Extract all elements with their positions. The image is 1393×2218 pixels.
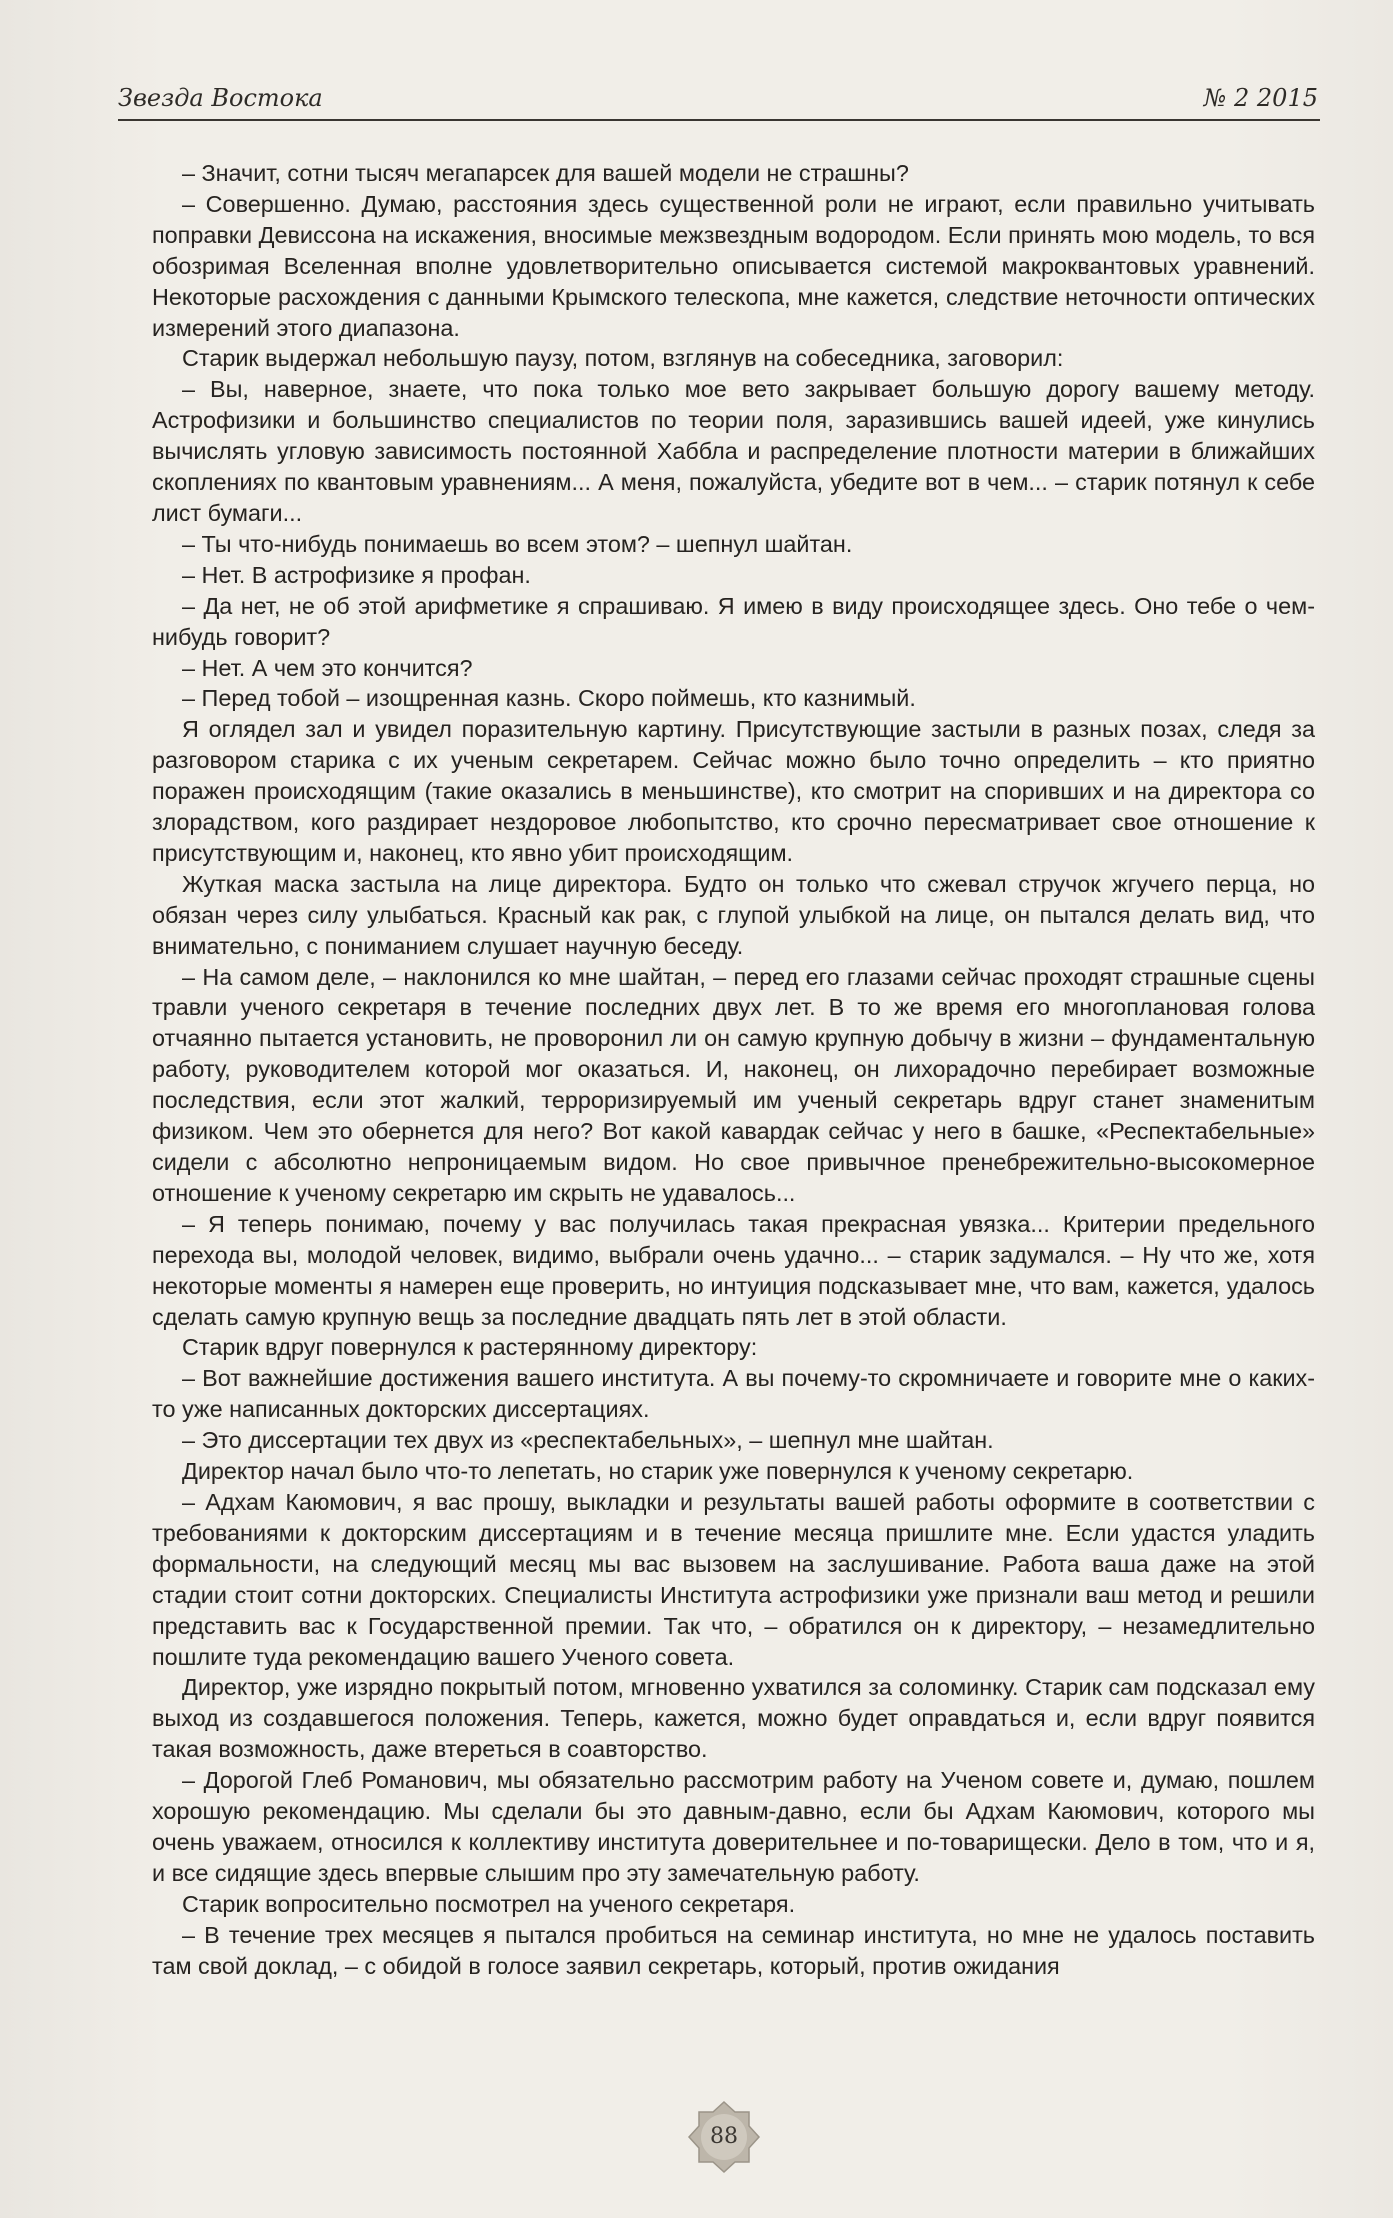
page-number-ornament (687, 2100, 761, 2174)
paragraph: – Нет. В астрофизике я профан. (182, 561, 531, 588)
paragraph: – Значит, сотни тысяч мегапарсек для вашей модели не страшны? (182, 160, 909, 186)
paragraph: – Дорогой Глеб Романович, мы обязательно рассмотрим работу на Ученом совете и, думаю, пошлем хорошую рекомендацию. Мы сделали бы это давным-давно, если бы Адхам Каюмович, которого мы очень уважаем, относился к коллективу института доверительнее и по-товарищески. Дело в том, что и я, и все сидящие здесь впервые слышим про эту замечательную работу. (152, 1767, 1315, 1886)
header-rule (118, 119, 1320, 121)
paragraph: – В течение трех месяцев я пытался пробиться на семинар института, но мне не удалось поставить там свой доклад, – с обидой в голосе заявил секретарь, который, против ожидания (152, 1921, 1315, 1979)
paragraph: – Вот важнейшие достижения вашего института. А вы почему-то скромничаете и говорите мне о каких-то уже написанных докторских диссертациях. (152, 1365, 1315, 1423)
issue-number: № 2 2015 (1203, 84, 1318, 112)
paragraph: – На самом деле, – наклонился ко мне шайтан, – перед его глазами сейчас проходят страшные сцены травли ученого секретаря в течение последних двух лет. В то же время его многоплановая голова отчаянно пытается установить, не проворонил ли он самую крупную добычу в жизни – фундаментальную работу, руководителем которой мог оказаться. И, наконец, он лихорадочно перебирает возможные последствия, если этот жалкий, терроризируемый им ученый секретарь вдруг станет знаменитым физиком. Чем это обернется для него? Вот какой кавардак сейчас у него в башке, «Респектабельные» сидели с абсолютно непроницаемым видом. Но свое привычное пренебрежительно-высокомерное отношение к ученому секретарю им скрыть не удавалось... (152, 963, 1315, 1206)
paragraph: – Совершенно. Думаю, расстояния здесь существенной роли не играют, если правильно учитывать поправки Девиссона на искажения, вносимые межзвездным водородом. Если принять мою модель, то вся обозримая Вселенная вполне удовлетворительно описывается системой макроквантовых уравнений. Некоторые расхождения с данными Крымского телескопа, мне кажется, следствие неточности оптических измерений этого диапазона. (152, 190, 1315, 341)
paragraph: – Адхам Каюмович, я вас прошу, выкладки и результаты вашей работы оформите в соответствии с требованиями к докторским диссертациям и в течение месяца пришлите мне. Если удастся уладить формальности, на следующий месяц мы вас вызовем на заслушивание. Работа ваша даже на этой стадии стоит сотни докторских. Специалисты Института астрофизики уже признали ваш метод и решили представить вас к Государственной премии. Так что, – обратился он к директору, – незамедлительно пошлите туда рекомендацию вашего Ученого совета. (152, 1488, 1315, 1670)
paragraph: Директор, уже изрядно покрытый потом, мгновенно ухватился за соломинку. Старик сам подсказал ему выход из создавшегося положения. Теперь, кажется, можно будет оправдаться и, если вдруг появится такая возможность, даже втереться в соавторство. (152, 1674, 1315, 1763)
page-number: 88 (710, 2124, 738, 2149)
paragraph: Старик выдержал небольшую паузу, потом, взглянув на собеседника, заговорил: (182, 345, 1064, 372)
paragraph: – Ты что-нибудь понимаешь во всем этом? – шепнул шайтан. (182, 530, 853, 557)
running-header (118, 84, 1318, 124)
paragraph: Старик вопросительно посмотрел на ученого секретаря. (182, 1890, 796, 1917)
paragraph: Жуткая маска застыла на лице директора. Будто он только что сжевал стручок жгучего перца, но обязан через силу улыбаться. Красный как рак, с глупой улыбкой на лице, он пытался делать вид, что внимательно, с пониманием слушает научную беседу. (152, 870, 1315, 959)
paragraph: Старик вдруг повернулся к растерянному директору: (182, 1334, 758, 1361)
paragraph: – Я теперь понимаю, почему у вас получилась такая прекрасная увязка... Критерии предельного перехода вы, молодой человек, видимо, выбрали очень удачно... – старик задумался. – Ну что же, хотя некоторые моменты я намерен еще проверить, но интуиция подсказывает мне, что вам, кажется, удалось сделать самую крупную вещь за последние двадцать пять лет в этой области. (152, 1210, 1315, 1330)
paragraph: – Вы, наверное, знаете, что пока только мое вето закрывает большую дорогу вашему методу. Астрофизики и большинство специалистов по теории поля, заразившись вашей идеей, уже кинулись вычислять угловую зависимость постоянной Хаббла и распределение плотности материи в ближайших скоплениях по квантовым уравнениям... А меня, пожалуйста, убедите вот в чем... – старик потянул к себе лист бумаги... (152, 376, 1315, 526)
paragraph: Директор начал было что-то лепетать, но старик уже повернулся к ученому секретарю. (182, 1458, 1134, 1485)
paragraph: – Это диссертации тех двух из «респектабельных», – шепнул мне шайтан. (182, 1427, 994, 1454)
paragraph: Я оглядел зал и увидел поразительную картину. Присутствующие застыли в разных позах, следя за разговором старика с их ученым секретарем. Сейчас можно было точно определить – кто приятно поражен происходящим (такие оказались в меньшинстве), кто смотрит на споривших и на директора со злорадством, кого раздирает нездоровое любопытство, кто срочно пересматривает свое отношение к присутствующим и, наконец, кто явно убит происходящим. (152, 716, 1315, 866)
journal-title: Звезда Востока (118, 84, 323, 112)
paragraph: – Нет. А чем это кончится? (182, 654, 473, 681)
paragraph: – Да нет, не об этой арифметике я спрашиваю. Я имею в виду происходящее здесь. Оно тебе о чем-нибудь говорит? (152, 592, 1315, 650)
paragraph: – Перед тобой – изощренная казнь. Скоро поймешь, кто казнимый. (182, 685, 916, 712)
article-body (152, 158, 1315, 1981)
